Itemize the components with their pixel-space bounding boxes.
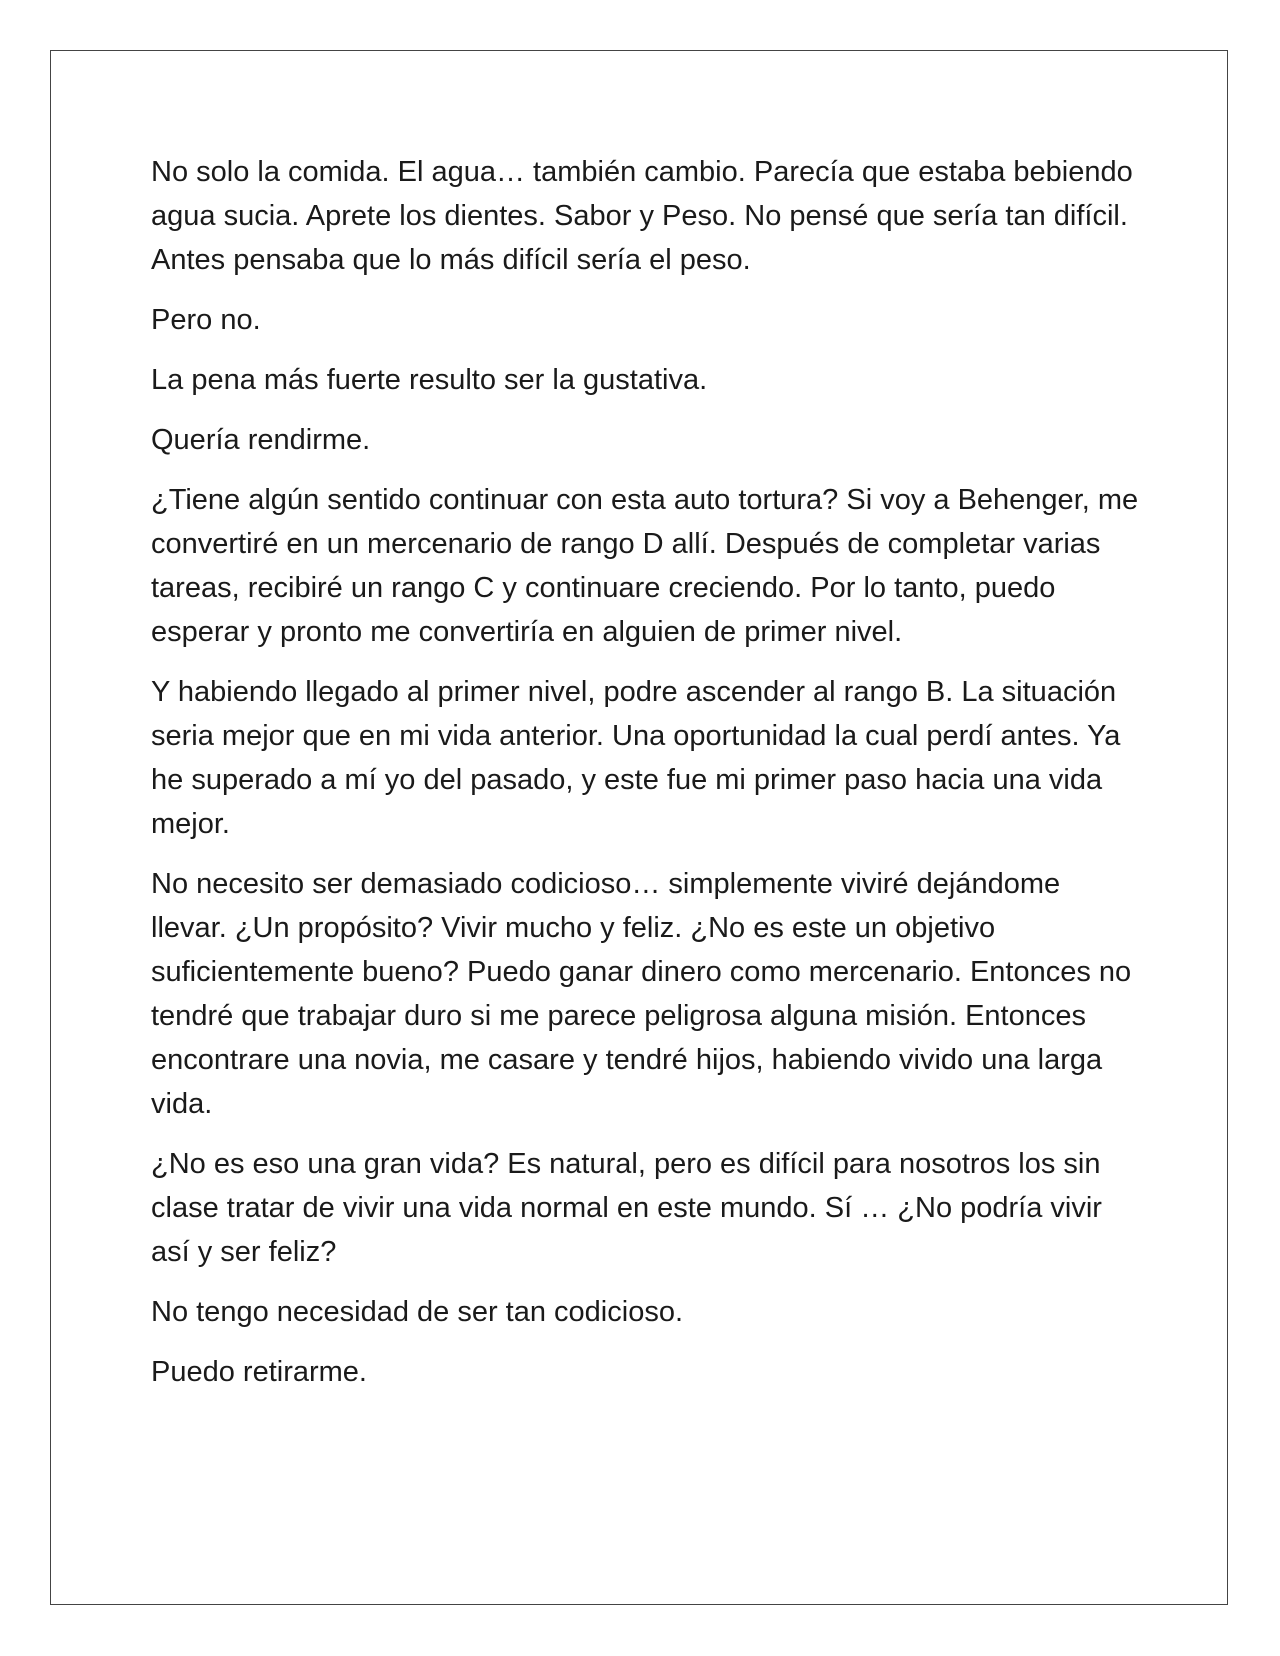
paragraph-10: Puedo retirarme. — [151, 1356, 367, 1388]
paragraph-8: ¿No es eso una gran vida? Es natural, pero es difícil para nosotros los sin clase tratar de vivir una vida normal en este mundo. Sí … ¿No podría vivir así y ser feliz? — [151, 1148, 1102, 1268]
paragraph-2: Pero no. — [151, 304, 261, 336]
paragraph-7: No necesito ser demasiado codicioso… simplemente viviré dejándome llevar. ¿Un propósito? Vivir mucho y feliz. ¿No es este un objetivo suficientemente bueno? Puedo ganar dinero como mercenario. Entonces no tendré que trabajar duro si me parece peligrosa alguna misión. Entonces encontrare una novia, me casare y tendré hijos, habiendo vivido una larga vida. — [151, 868, 1132, 1120]
paragraph-6: Y habiendo llegado al primer nivel, podre ascender al rango B. La situación seria mejor que en mi vida anterior. Una oportunidad la cual perdí antes. Ya he superado a mí yo del pasado, y este fue mi primer paso hacia una vida mejor. — [151, 676, 1121, 840]
paragraph-9: No tengo necesidad de ser tan codicioso. — [151, 1296, 684, 1328]
paragraph-1: No solo la comida. El agua… también cambio. Parecía que estaba bebiendo agua sucia. Aprete los dientes. Sabor y Peso. No pensé que sería tan difícil. Antes pensaba que lo más difícil sería el peso. — [151, 156, 1133, 276]
paragraph-4: Quería rendirme. — [151, 424, 371, 456]
paragraph-3: La pena más fuerte resulto ser la gustativa. — [151, 364, 708, 396]
paragraph-5: ¿Tiene algún sentido continuar con esta auto tortura? Si voy a Behenger, me convertiré en un mercenario de rango D allí. Después de completar varias tareas, recibiré un rango C y continuare creciendo. Por lo tanto, puedo esperar y pronto me convertiría en alguien de primer nivel. — [151, 484, 1139, 648]
document-body — [151, 150, 1143, 1410]
